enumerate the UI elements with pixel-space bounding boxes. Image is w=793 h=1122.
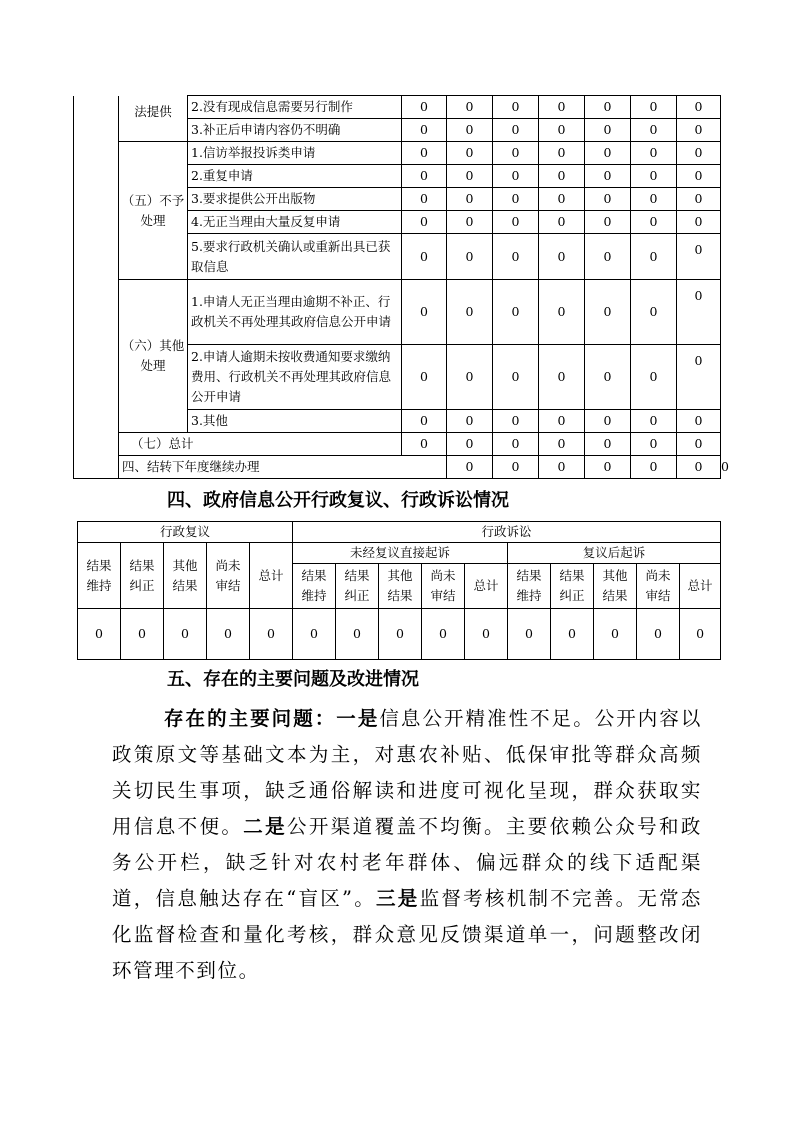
row-item-label: 3.要求提供公开出版物 <box>188 188 402 211</box>
litigation-column-header: 其他结果 <box>379 564 422 609</box>
value-cell: 0 <box>164 609 207 660</box>
value-cell: 0 <box>631 188 677 211</box>
application-handling-table <box>73 95 729 479</box>
value-cell: 0 <box>585 345 631 410</box>
total-label: （七）总计 <box>119 433 402 456</box>
value-cell: 0 <box>585 119 631 142</box>
point-3-text: 监督考核机制不完善。无常态化监督检查和量化考核，群众意见反馈渠道单一，问题整改闭环管理不到位。 <box>112 887 702 982</box>
value-cell: 0 <box>250 609 293 660</box>
row-item-label: 2.重复申请 <box>188 165 402 188</box>
direct-suit-header: 未经复议直接起诉 <box>293 543 508 564</box>
value-cell: 0 <box>539 165 585 188</box>
after-review-header: 复议后起诉 <box>508 543 721 564</box>
row-item-label: 3.补正后申请内容仍不明确 <box>188 119 402 142</box>
value-cell: 0 <box>594 609 637 660</box>
value-cell: 0 <box>539 119 585 142</box>
value-cell: 0 <box>585 211 631 234</box>
value-cell: 0 <box>402 188 447 211</box>
value-cell: 0 <box>631 456 677 479</box>
value-cell: 0 <box>402 234 447 280</box>
value-cell: 0 <box>402 119 447 142</box>
value-cell: 0 <box>585 188 631 211</box>
review-column-header: 其他结果 <box>164 543 207 609</box>
row-item-label: 2.申请人逾期未按收费通知要求缴纳费用、行政机关不再处理其政府信息公开申请 <box>188 345 402 410</box>
review-column-header: 尚未审结 <box>207 543 250 609</box>
row-item-label: 3.其他 <box>188 410 402 433</box>
value-cell: 0 <box>493 234 539 280</box>
point-1-mark: 一是 <box>336 707 380 730</box>
value-cell: 0 <box>447 433 493 456</box>
review-column-header: 结果纠正 <box>121 543 164 609</box>
value-cell: 0 <box>539 280 585 345</box>
value-cell: 0 <box>539 142 585 165</box>
value-cell: 0 <box>539 96 585 119</box>
value-cell: 0 <box>293 609 336 660</box>
row-item-label: 1.信访举报投诉类申请 <box>188 142 402 165</box>
value-cell: 0 <box>585 234 631 280</box>
litigation-column-header: 尚未审结 <box>637 564 680 609</box>
carryover-label: 四、结转下年度继续办理 <box>119 456 447 479</box>
value-cell: 0 <box>447 165 493 188</box>
value-cell: 0 <box>551 609 594 660</box>
outer-category-cell <box>74 96 119 479</box>
value-cell: 0 <box>585 456 631 479</box>
value-cell: 0 <box>447 456 493 479</box>
value-cell: 0 <box>585 280 631 345</box>
litigation-header: 行政诉讼 <box>293 522 721 543</box>
value-cell: 0 <box>631 119 677 142</box>
value-cell: 0 <box>402 345 447 410</box>
value-cell: 0 <box>677 188 721 211</box>
value-cell: 0 <box>631 142 677 165</box>
value-cell: 0 <box>539 234 585 280</box>
value-row <box>78 609 721 660</box>
litigation-column-header: 尚未审结 <box>422 564 465 609</box>
value-cell: 0 <box>680 609 721 660</box>
value-cell: 0 <box>493 345 539 410</box>
value-cell: 0 <box>447 280 493 345</box>
cat5-label: （五）不予处理 <box>119 142 188 280</box>
value-cell: 0 <box>677 433 721 456</box>
litigation-column-header: 总计 <box>680 564 721 609</box>
value-cell: 0 <box>677 142 721 165</box>
value-cell: 0 <box>493 188 539 211</box>
point-1-text: 信息公开精准性不足。公开内容以政策原文等基础文本为主，对惠农补贴、低保审批等群众高频关切民生事项，缺乏通俗解读和进度可视化呈现，群众获取实用信息不便。 <box>112 707 702 838</box>
value-cell: 0 <box>631 234 677 280</box>
value-cell: 0 <box>447 142 493 165</box>
value-cell: 0 <box>493 280 539 345</box>
point-2-text: 公开渠道覆盖不均衡。主要依赖公众号和政务公开栏，缺乏针对农村老年群体、偏远群众的线下适配渠道，信息触达存在“盲区”。 <box>112 815 702 910</box>
value-cell: 0 <box>447 345 493 410</box>
value-cell: 0 <box>677 165 721 188</box>
value-cell: 0 <box>631 433 677 456</box>
value-cell: 0 <box>447 410 493 433</box>
value-cell: 0 <box>631 165 677 188</box>
value-cell: 0 <box>677 345 721 410</box>
value-cell: 0 <box>677 234 721 280</box>
review-column-header: 结果维持 <box>78 543 121 609</box>
value-cell: 0 <box>631 96 677 119</box>
value-cell: 0 <box>121 609 164 660</box>
point-3-mark: 三是 <box>376 887 420 910</box>
value-cell: 0 <box>493 165 539 188</box>
value-cell: 0 <box>447 119 493 142</box>
value-cell: 0 <box>78 609 121 660</box>
value-cell: 0 <box>585 96 631 119</box>
value-cell: 0 <box>585 142 631 165</box>
value-cell: 0 <box>677 280 721 345</box>
litigation-column-header: 结果维持 <box>293 564 336 609</box>
point-2-mark: 二是 <box>243 815 288 838</box>
value-cell: 0 <box>677 410 721 433</box>
value-cell: 0 <box>631 410 677 433</box>
row-item-label: 4.无正当理由大量反复申请 <box>188 211 402 234</box>
value-cell: 0 <box>677 96 721 119</box>
value-cell: 0 <box>539 433 585 456</box>
value-cell: 0 <box>493 211 539 234</box>
value-cell: 0 <box>585 410 631 433</box>
value-cell: 0 <box>493 142 539 165</box>
cat6-label: （六）其他处理 <box>119 280 188 433</box>
value-cell: 0 <box>379 609 422 660</box>
value-cell: 0 <box>402 410 447 433</box>
value-cell: 0 <box>402 96 447 119</box>
table-row <box>74 280 721 345</box>
value-cell: 0 <box>585 165 631 188</box>
section-4-heading: 四、政府信息公开行政复议、行政诉讼情况 <box>167 490 509 511</box>
value-cell: 0 <box>539 410 585 433</box>
table-row <box>74 142 721 165</box>
row-item-label: 5.要求行政机关确认或重新出具已获取信息 <box>188 234 402 280</box>
value-cell: 0 <box>493 456 539 479</box>
row-item-label: 1.申请人无正当理由逾期不补正、行政机关不再处理其政府信息公开申请 <box>188 280 402 345</box>
value-cell: 0 <box>637 609 680 660</box>
review-header: 行政复议 <box>78 522 293 543</box>
litigation-column-header: 结果纠正 <box>551 564 594 609</box>
value-cell: 0 <box>677 456 721 479</box>
value-cell: 0 <box>677 211 721 234</box>
value-cell: 0 <box>539 345 585 410</box>
value-cell: 0 <box>677 119 721 142</box>
section-5-heading: 五、存在的主要问题及改进情况 <box>167 669 419 690</box>
value-cell: 0 <box>585 433 631 456</box>
value-cell: 0 <box>539 188 585 211</box>
value-cell: 0 <box>336 609 379 660</box>
value-cell: 0 <box>493 410 539 433</box>
table-row <box>74 96 721 119</box>
value-cell: 0 <box>447 96 493 119</box>
value-cell: 0 <box>402 211 447 234</box>
value-cell: 0 <box>447 211 493 234</box>
header-row <box>78 543 721 564</box>
value-cell: 0 <box>465 609 508 660</box>
litigation-column-header: 结果维持 <box>508 564 551 609</box>
value-cell: 0 <box>493 96 539 119</box>
review-litigation-table <box>77 521 721 660</box>
value-cell: 0 <box>539 211 585 234</box>
row-item-label: 2.没有现成信息需要另行制作 <box>188 96 402 119</box>
value-cell: 0 <box>402 280 447 345</box>
value-cell: 0 <box>447 234 493 280</box>
value-cell: 0 <box>493 433 539 456</box>
value-cell: 0 <box>422 609 465 660</box>
value-cell: 0 <box>539 456 585 479</box>
value-cell: 0 <box>207 609 250 660</box>
litigation-column-header: 结果纠正 <box>336 564 379 609</box>
litigation-column-header: 其他结果 <box>594 564 637 609</box>
problems-lead: 存在的主要问题： <box>164 707 337 730</box>
value-cell: 0 <box>402 142 447 165</box>
value-cell: 0 <box>508 609 551 660</box>
value-cell: 0 <box>631 211 677 234</box>
value-cell: 0 <box>402 433 447 456</box>
value-cell: 0 <box>447 188 493 211</box>
value-cell: 0 <box>631 280 677 345</box>
value-cell: 0 <box>631 345 677 410</box>
carryover-row: 四、结转下年度继续办理 0 0 0 0 0 0 0 <box>74 456 721 479</box>
review-column-header: 总计 <box>250 543 293 609</box>
value-cell: 0 <box>493 119 539 142</box>
header-row <box>78 522 721 543</box>
cat4-label: 法提供 <box>119 96 188 142</box>
total-row <box>74 433 721 456</box>
value-cell: 0 <box>402 165 447 188</box>
problems-paragraph <box>112 701 702 989</box>
litigation-column-header: 总计 <box>465 564 508 609</box>
